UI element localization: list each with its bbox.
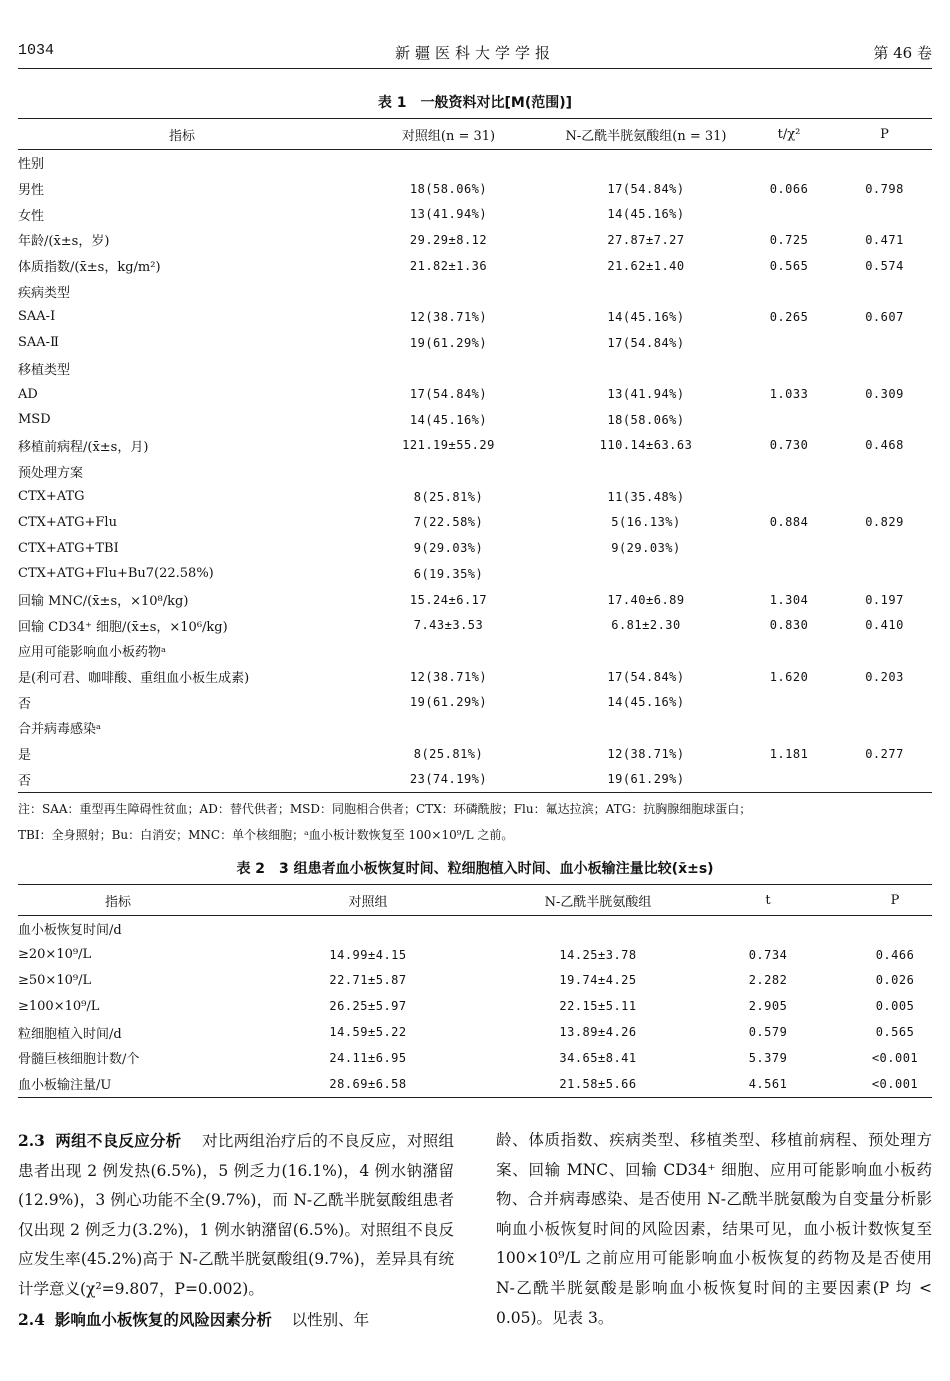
- cell-treatment: [551, 638, 741, 664]
- row-label: 是(利可君、咖啡酸、重组血小板生成素): [18, 671, 250, 687]
- cell-treatment: 14(45.16%): [607, 695, 685, 710]
- cell-statistic: 0.725: [769, 232, 809, 247]
- cell-p-value: 0.574: [865, 258, 904, 273]
- cell-p-value: 0.607: [865, 309, 904, 324]
- table2-row: [18, 1071, 932, 1097]
- row-label: AD: [18, 386, 38, 402]
- table1-row: [18, 407, 932, 433]
- table1-note: [18, 796, 932, 848]
- cell-control: 19(61.29%): [409, 335, 488, 350]
- cell-p-value: [837, 767, 932, 793]
- body-column-right: [496, 1126, 932, 1333]
- table1-row: [18, 227, 932, 253]
- table1-row: [18, 587, 932, 613]
- row-label: 回输 CD34⁺ 细胞/(x̄±s，×10⁶/kg): [18, 619, 228, 635]
- cell-treatment: 13.89±4.26: [559, 1025, 637, 1040]
- section-number: 2.4: [18, 1309, 45, 1329]
- cell-treatment: 18(58.06%): [607, 412, 685, 427]
- cell-control: 8(25.81%): [413, 489, 484, 504]
- row-label: CTX+ATG+Flu: [18, 514, 117, 530]
- cell-treatment: 110.14±63.63: [599, 438, 693, 453]
- cell-treatment: [518, 916, 678, 942]
- cell-p-value: <0.001: [871, 1050, 919, 1065]
- cell-p-value: 0.203: [865, 669, 904, 684]
- cell-control: 22.71±5.87: [329, 973, 407, 988]
- table2-row: [18, 1019, 932, 1045]
- table1-row: [18, 433, 932, 459]
- cell-treatment: 14(45.16%): [607, 309, 685, 324]
- table2-col-header: 指标: [18, 885, 218, 916]
- cell-p-value: 0.471: [865, 232, 904, 247]
- cell-treatment: 17(54.84%): [607, 669, 685, 684]
- cell-treatment: 19.74±4.25: [559, 973, 637, 988]
- cell-treatment: 21.58±5.66: [559, 1076, 637, 1091]
- cell-p-value: [837, 278, 932, 304]
- cell-p-value: [837, 356, 932, 382]
- cell-statistic: 0.730: [769, 438, 809, 453]
- cell-treatment: [551, 458, 741, 484]
- cell-p-value: [858, 916, 932, 942]
- cell-treatment: [551, 150, 741, 176]
- cell-statistic: 0.066: [769, 181, 809, 196]
- row-label: 否: [18, 696, 32, 712]
- table2-caption: 表 2 3 组患者血小板恢复时间、粒细胞植入时间、血小板输注量比较(x̄±s): [236, 861, 714, 877]
- cell-control: 26.25±5.97: [329, 999, 407, 1014]
- cell-treatment: 21.62±1.40: [607, 258, 685, 273]
- cell-treatment: 6.81±2.30: [611, 618, 681, 633]
- row-label: MSD: [18, 412, 51, 428]
- row-label: 性别: [18, 157, 45, 173]
- table1-row: [18, 612, 932, 638]
- row-label: ≥20×10⁹/L: [18, 947, 92, 963]
- cell-treatment: 22.15±5.11: [559, 999, 637, 1014]
- table2-row: [18, 1045, 932, 1071]
- cell-p-value: 0.309: [865, 387, 904, 402]
- table1-note-line: TBI：全身照射；Bu：白消安；MNC：单个核细胞；ᵃ血小板计数恢复至 100×10⁹/L 之前。: [18, 828, 514, 842]
- cell-control: 28.69±6.58: [329, 1076, 407, 1091]
- row-label: 年龄/(x̄±s，岁): [18, 234, 110, 250]
- row-label: ≥50×10⁹/L: [18, 972, 92, 988]
- cell-statistic: 0.830: [769, 618, 809, 633]
- table1-row: [18, 484, 932, 510]
- table2-row: [18, 968, 932, 994]
- table1-note-line: 注：SAA：重型再生障碍性贫血；AD：替代供者；MSD：同胞相合供者；CTX：环磷酰胺；Flu：氟达拉滨；ATG：抗胸腺细胞球蛋白；: [18, 802, 752, 816]
- cell-statistic: [678, 916, 858, 942]
- row-label: 合并病毒感染ᵃ: [18, 722, 102, 738]
- cell-p-value: 0.798: [865, 181, 904, 196]
- cell-p-value: [837, 150, 932, 176]
- cell-treatment: 13(41.94%): [607, 387, 685, 402]
- cell-treatment: 17.40±6.89: [607, 592, 685, 607]
- table1-row: [18, 253, 932, 279]
- cell-control: 9(29.03%): [413, 541, 484, 556]
- cell-p-value: [837, 561, 932, 587]
- cell-control: 15.24±6.17: [409, 592, 488, 607]
- cell-statistic: [741, 689, 837, 715]
- row-label: 是: [18, 748, 32, 764]
- header-rule: [18, 68, 932, 69]
- cell-p-value: 0.829: [865, 515, 904, 530]
- cell-statistic: [741, 150, 837, 176]
- section-title: 影响血小板恢复的风险因素分析: [54, 1310, 272, 1329]
- cell-control: 14.59±5.22: [329, 1025, 407, 1040]
- section-2-3-paragraph: [18, 1126, 454, 1305]
- running-header: [18, 42, 932, 66]
- table1-row: [18, 535, 932, 561]
- table2-row: [18, 916, 932, 942]
- cell-p-value: 0.277: [865, 746, 904, 761]
- table2-row: [18, 993, 932, 1019]
- table1-row: [18, 458, 932, 484]
- row-label: 血小板输注量/U: [18, 1078, 112, 1094]
- table1-row: [18, 638, 932, 664]
- table2-header-row: [18, 885, 932, 916]
- cell-statistic: [741, 356, 837, 382]
- cell-control: 12(38.71%): [409, 669, 488, 684]
- cell-p-value: 0.197: [865, 592, 904, 607]
- table2-col-header: 对照组: [218, 885, 518, 916]
- cell-p-value: [837, 689, 932, 715]
- cell-p-value: 0.468: [865, 438, 904, 453]
- table2: [18, 884, 932, 1098]
- table1-row: [18, 176, 932, 202]
- cell-statistic: 1.620: [769, 669, 809, 684]
- cell-treatment: 27.87±7.27: [607, 232, 685, 247]
- cell-p-value: <0.001: [871, 1076, 919, 1091]
- cell-control: 23(74.19%): [409, 772, 488, 787]
- section-text: 对比两组治疗后的不良反应，对照组患者出现 2 例发热(6.5%)，5 例乏力(16.1%)，4 例水钠潴留(12.9%)，3 例心功能不全(9.7%)，而 N-乙酰半胱氨酸组患者仅出现 2 例乏力(3.2%)，1 例水钠潴留(6.5%)。对照组不良反应发生率(45.2%)高于 N-乙酰半胱氨酸组(9.7%)，差异具有统计学意义(χ²=9.807，P=0.002)。: [18, 1132, 454, 1298]
- table1-col-header: 对照组(n = 31): [346, 119, 551, 150]
- table1-caption: 表 1 一般资料对比[M(范围)]: [377, 95, 573, 111]
- cell-treatment: 5(16.13%): [611, 515, 681, 530]
- cell-p-value: [837, 407, 932, 433]
- cell-p-value: 0.565: [875, 1025, 915, 1040]
- cell-statistic: [741, 201, 837, 227]
- table1-row: [18, 510, 932, 536]
- cell-control: 19(61.29%): [409, 695, 488, 710]
- cell-p-value: [837, 330, 932, 356]
- row-label: 预处理方案: [18, 465, 84, 481]
- row-label: 血小板恢复时间/d: [18, 923, 122, 939]
- cell-control: 7.43±3.53: [413, 618, 484, 633]
- cell-statistic: [741, 715, 837, 741]
- cell-control: 13(41.94%): [409, 207, 488, 222]
- row-label: 移植前病程/(x̄±s，月): [18, 439, 149, 455]
- cell-p-value: 0.466: [875, 947, 915, 962]
- row-label: 粒细胞植入时间/d: [18, 1026, 122, 1042]
- cell-treatment: [551, 561, 741, 587]
- table1-row: [18, 664, 932, 690]
- row-label: 否: [18, 773, 32, 789]
- cell-treatment: 17(54.84%): [607, 335, 685, 350]
- cell-control: 14(45.16%): [409, 412, 488, 427]
- cell-p-value: [837, 535, 932, 561]
- cell-treatment: [551, 356, 741, 382]
- cell-statistic: [741, 407, 837, 433]
- body-column-left: [18, 1126, 454, 1335]
- row-label: 体质指数/(x̄±s，kg/m²): [18, 260, 161, 276]
- cell-control: [346, 458, 551, 484]
- cell-control: [346, 356, 551, 382]
- table1-row: [18, 741, 932, 767]
- section-2-4-continued: 龄、体质指数、疾病类型、移植类型、移植前病程、预处理方案、回输 MNC、回输 CD34⁺ 细胞、应用可能影响血小板药物、合并病毒感染、是否使用 N-乙酰半胱氨酸为自变量分析影响血小板恢复时间的风险因素，结果可见，血小板计数恢复至 100×10⁹/L 之前应用可能影响血小板恢复的药物及是否使用 N-乙酰半胱氨酸是影响血小板恢复时间的主要因素(P 均 < 0.05)。见表 3。: [496, 1131, 932, 1327]
- cell-statistic: 0.565: [769, 258, 809, 273]
- cell-p-value: 0.410: [865, 618, 904, 633]
- cell-control: [218, 916, 518, 942]
- table1-row: [18, 767, 932, 793]
- table2-row: [18, 942, 932, 968]
- row-label: SAA-Ⅰ: [18, 309, 56, 325]
- row-label: 女性: [18, 208, 45, 224]
- row-label: 疾病类型: [18, 285, 71, 301]
- table2-col-header: N-乙酰半胱氨酸组: [518, 885, 678, 916]
- table1-header-row: [18, 119, 932, 150]
- table1-row: [18, 278, 932, 304]
- cell-p-value: [837, 458, 932, 484]
- table1-row: [18, 330, 932, 356]
- table1-col-header: P: [837, 119, 932, 150]
- cell-control: 6(19.35%): [413, 566, 484, 581]
- row-label: 回输 MNC/(x̄±s，×10⁸/kg): [18, 594, 189, 610]
- section-number: 2.3: [18, 1131, 45, 1150]
- cell-statistic: 0.734: [748, 947, 788, 962]
- cell-control: [346, 150, 551, 176]
- cell-statistic: 1.181: [769, 746, 809, 761]
- cell-control: 8(25.81%): [413, 746, 484, 761]
- cell-control: 12(38.71%): [409, 309, 488, 324]
- cell-statistic: 0.884: [769, 515, 809, 530]
- cell-control: [346, 278, 551, 304]
- section-2-4-paragraph: [18, 1305, 454, 1336]
- cell-p-value: 0.005: [875, 999, 915, 1014]
- table1-row: [18, 201, 932, 227]
- cell-treatment: 34.65±8.41: [559, 1050, 637, 1065]
- cell-control: 18(58.06%): [409, 181, 488, 196]
- table1-row: [18, 715, 932, 741]
- cell-control: 17(54.84%): [409, 387, 488, 402]
- cell-treatment: 14(45.16%): [607, 207, 685, 222]
- cell-treatment: 9(29.03%): [611, 541, 681, 556]
- cell-statistic: 4.561: [748, 1076, 788, 1091]
- cell-statistic: [741, 330, 837, 356]
- table2-col-header: t: [678, 885, 858, 916]
- row-label: 应用可能影响血小板药物ᵃ: [18, 645, 167, 661]
- cell-statistic: [741, 278, 837, 304]
- cell-control: 21.82±1.36: [409, 258, 488, 273]
- row-label: CTX+ATG: [18, 489, 85, 505]
- table1-col-header: t/χ²: [741, 119, 837, 150]
- cell-p-value: [837, 715, 932, 741]
- cell-control: [346, 715, 551, 741]
- cell-treatment: 12(38.71%): [607, 746, 685, 761]
- cell-statistic: 5.379: [748, 1050, 788, 1065]
- table1-col-header: N-乙酰半胱氨酸组(n = 31): [551, 119, 741, 150]
- row-label: CTX+ATG+TBI: [18, 540, 119, 556]
- cell-statistic: 1.304: [769, 592, 809, 607]
- table2-col-header: P: [858, 885, 932, 916]
- cell-control: 29.29±8.12: [409, 232, 488, 247]
- table1-row: [18, 356, 932, 382]
- cell-statistic: 0.579: [748, 1025, 788, 1040]
- cell-statistic: 2.282: [748, 973, 788, 988]
- cell-statistic: 1.033: [769, 387, 809, 402]
- cell-p-value: [837, 484, 932, 510]
- table1-row: [18, 561, 932, 587]
- row-label: ≥100×10⁹/L: [18, 998, 100, 1014]
- cell-treatment: [551, 715, 741, 741]
- cell-statistic: 2.905: [748, 999, 788, 1014]
- row-label: CTX+ATG+Flu+Bu7(22.58%): [18, 566, 214, 582]
- cell-statistic: [741, 767, 837, 793]
- cell-control: [346, 638, 551, 664]
- cell-statistic: [741, 638, 837, 664]
- row-label: 移植类型: [18, 362, 71, 378]
- table1-row: [18, 381, 932, 407]
- cell-treatment: 14.25±3.78: [559, 947, 637, 962]
- table1: [18, 118, 932, 793]
- cell-statistic: 0.265: [769, 309, 809, 324]
- cell-statistic: [741, 561, 837, 587]
- cell-p-value: [837, 638, 932, 664]
- cell-statistic: [741, 458, 837, 484]
- cell-treatment: 19(61.29%): [607, 772, 685, 787]
- cell-treatment: 17(54.84%): [607, 181, 685, 196]
- cell-control: 24.11±6.95: [329, 1050, 407, 1065]
- cell-treatment: 11(35.48%): [607, 489, 685, 504]
- cell-p-value: 0.026: [875, 973, 915, 988]
- page-number: 1034: [18, 42, 55, 59]
- journal-title: 新疆医科大学学报: [394, 44, 555, 62]
- cell-p-value: [837, 201, 932, 227]
- row-label: SAA-Ⅱ: [18, 335, 59, 351]
- section-text: 以性别、年: [291, 1310, 370, 1329]
- cell-control: 14.99±4.15: [329, 947, 407, 962]
- table1-row: [18, 689, 932, 715]
- volume-label: 第 46 卷: [873, 44, 932, 62]
- section-title: 两组不良反应分析: [55, 1132, 182, 1150]
- cell-statistic: [741, 484, 837, 510]
- cell-control: 7(22.58%): [413, 515, 484, 530]
- table1-row: [18, 304, 932, 330]
- row-label: 男性: [18, 183, 45, 199]
- cell-treatment: [551, 278, 741, 304]
- table1-row: [18, 150, 932, 176]
- table1-col-header: 指标: [18, 119, 346, 150]
- row-label: 骨髓巨核细胞计数/个: [18, 1052, 140, 1068]
- cell-statistic: [741, 535, 837, 561]
- cell-control: 121.19±55.29: [402, 438, 495, 453]
